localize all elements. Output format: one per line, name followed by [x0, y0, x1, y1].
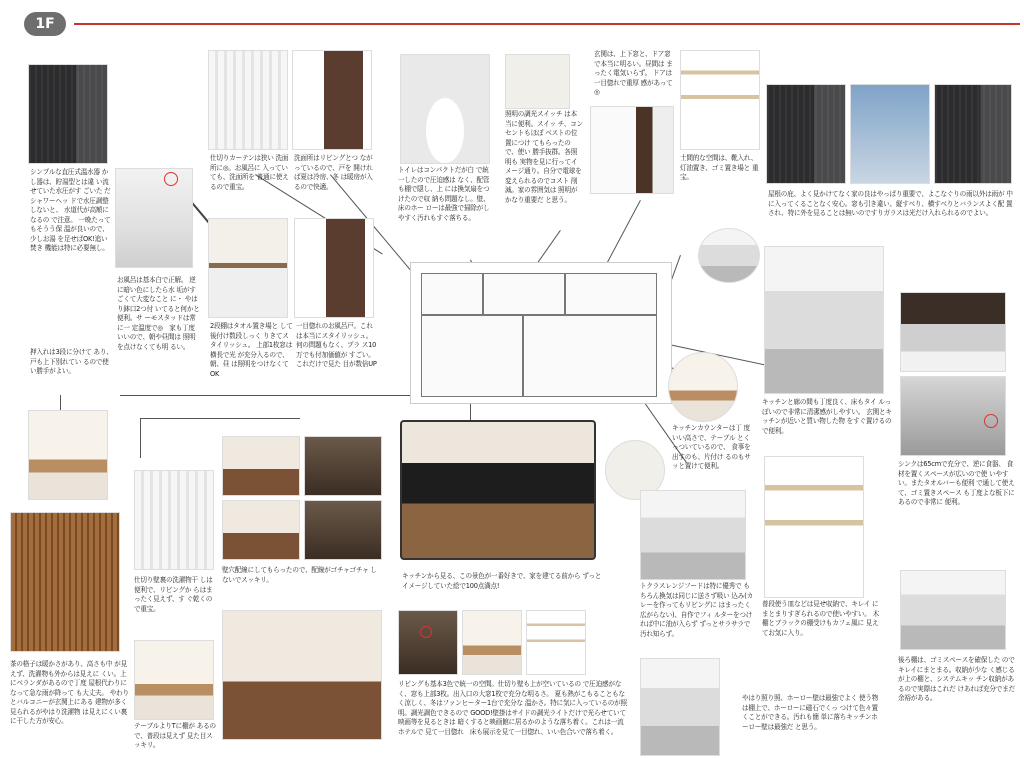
bath-photo: [115, 168, 193, 268]
rear-kitchen-photo: [900, 570, 1006, 650]
laundry-shelf-photo: [208, 218, 288, 318]
enamel-photo: [640, 658, 720, 756]
kitchen-tile-caption: キッチンと廊の間も丁度良く、床もタイ ルっぽいので非常に清潔感がしやすい。 玄関とキッチンが近いと買い物した物 をすぐ置けるので便利。: [762, 398, 892, 435]
partition-rail-caption: 仕切り壁裏の洗濯物干 しは便利で、リビングか らはまったく見えず、す ぐ乾くので重宝。: [134, 576, 213, 613]
switch-photo: [505, 54, 570, 109]
living-lighting-caption: リビングも基本3色で統一の空間。仕切り壁も上が空いているの で圧迫感がなく、窓も上部3枚。出入口の大窓1枚で充分な明るさ。 夏も熱がこもることもなく涼しく、冬はファンヒーター1台で充分な 温かさ。特に気に入っているのが照明。調光調色できるので GOOD!壁掛はサイドの調光ライトだけで光らせていて映画等を見るときは 暗くすると映画館に居るかのような落ち着く。これは一流ホテルで 見て一目惚れ 床も展示を見て一目惚れ、いい色合いで落ち着く。: [398, 680, 627, 736]
range-hood-photo: [640, 490, 746, 580]
sink-caption: シンクは65cmで充分で、逆に食器、 食材を置くスペースが広いので使 いやすい。またタオルバーも便利 で通して使えて、ゴミ置きスペース も丁度よな板下にあるので非常に 便利。: [898, 460, 1015, 507]
table-shelf-caption: テーブルよりTに棚が あるので、普段は見えず 見た目スッキリ。: [134, 722, 216, 750]
range-hood-caption: トクラスレンジフードは特に優秀で もちろん換気は同じに送さず吸い 込み(カレーを作ってもリビングに はまったく広がらない)、自作でフィ ルターをつければ中に油が入らず ずっとサラサラで汚れ知らず。: [640, 582, 753, 638]
switch-caption: 照明の調光スイッチ は本当に便利。スイッ チ、コンセントもほぼ ベストの位置につけ てもらったので、使い 勝手抜群。各照明も 実物を見に行ってイ メージ通り。自分で電球を 変えられるのでコスト 削減。家の雰囲気は 照明がかなり重要だ と思う。: [505, 110, 583, 204]
fence-photo: [10, 512, 120, 652]
open-shelf-caption: 普段使う皿などは見せ収納で、キレイ にまとまりすぎられるので使いやすい。 木棚とブラックの棚受けもカフェ風に 見えてお気に入り。: [762, 600, 879, 637]
fence-caption: 茶の格子は暖かさがあり、高さも中 が見えず、洗濯物も外からは見えに くい。上にベランダがあるので丁度 屋根代わりになって急な雨が降って も大丈夫。 やわりとバルコニーが玄関上にある 建物が多く見られるがやはり洗濯物 は見えにくい裏に干した方が安心。: [10, 660, 129, 726]
entrance-caption: 玄関は、上下窓と、ドア窓 で本当に明るい。昼間は まったく電気いらず。 ドアは一目惚れで重厚 感があって◎: [594, 50, 673, 97]
curtain-photo: [208, 50, 288, 150]
lighting-photo-2: [462, 610, 522, 675]
kitchen-shelf-photo: [698, 228, 760, 283]
sink-photo-1: [900, 292, 1006, 372]
connector-line: [120, 395, 430, 396]
wiring-photo-1: [222, 436, 300, 496]
enamel-caption: やはり照り照、ホーロー壁は最強でよく 使う物は棚上で、ホーローに磁石でくっ つけて色々置くことができる。汚れも簡 単に落ちキッチンホーロー壁は最強だ と思う。: [742, 694, 879, 731]
eaves-caption: 屋根の庇、よく見かけてなく家の良はやっぱり重要で、よこなぐりの雨以外は雨が 中に入ってくることなく安心。窓も引き違い、縦すべり、横すべりとバランスよく配 置され、特に外を見ることは無いのですりガラスは光だけ入れられるのでよい。: [768, 190, 1013, 218]
partition-rail-photo: [134, 470, 214, 570]
highlight-circle: [420, 626, 432, 638]
rear-kitchen-caption: 後ろ棚は、ゴミスペースを確保した のでキレイにまとまる。収納が少な く感じるが上の棚と、システムキッ チン収納があるので実際はこれだ けあれば充分でまだ余裕がある。: [898, 656, 1015, 703]
wiring-photo-4: [304, 500, 382, 560]
exterior-utility-caption: シンプルな直圧式温水器 かし器は、貯湯型とは違 い流せていた水圧がす ごいた だシャワーヘッ ドで水圧調整しないと、 水道代が高額になるの で注意。 一晩たってもそうう保 温が良いので、少しお湯 を足せばOK!追い焚き 機能は特に必要無し。: [30, 168, 111, 253]
living-main-caption: キッチンから見る、この景色が一番好きで、家を建てる前から ずっとイメージしていた絵で100点満点!: [402, 572, 602, 590]
counter-caption: キッチンカウンターは丁 度いい高さで、テーブル とくっついているので、 食事を出すのも、片付け るのもサッと置けて便利。: [672, 424, 751, 471]
kitchen-photo: [764, 246, 884, 394]
bath-caption: お風呂は基本白で正解。 逆に暗い色にしたら水 垢がすごくて大変なこと に・ やはり鉢口2つ付 いてると何かと便利。サ ーモスタッドは常に一 定温度で◎ 家も丁度 いいので、朝や昼間は 照明を点けなくても明 るい。: [117, 276, 200, 351]
window-caption: 押入れは3段に分けて あり、戸も上下別れてい るので使い勝手がよい。: [30, 348, 113, 376]
floor-label: 1F: [35, 16, 55, 32]
toilet-photo: [400, 54, 490, 164]
washroom-door-caption: 洗面所はリビングとつ ながっているので、戸を 開ければ夏は冷房、冬 は暖房が入るので快適。: [294, 154, 373, 191]
lighting-photo-1: [398, 610, 458, 675]
highlight-circle: [164, 172, 178, 186]
exterior-utility-photo: [28, 64, 108, 164]
header-rule: [74, 23, 1020, 25]
open-shelf-photo: [764, 456, 864, 598]
doma-caption: 土間的な空間は、靴入れ、 灯油置き、ゴミ置き場と 重宝。: [680, 154, 759, 182]
closet-photo: [28, 410, 108, 500]
toilet-caption: トイレはコンパクトだが白 で統一したので圧迫感は なく、配管も棚で隠し、上 には換気扇をつけたので収 納も問題なし。壁、床のホー ローは最強で掃除がし やすく汚れもすぐ落ちる。: [398, 166, 490, 222]
bath-door-photo: [294, 218, 374, 318]
highlight-circle: [984, 414, 998, 428]
connector-line: [140, 418, 141, 458]
table-shelf-photo: [134, 640, 214, 720]
doma-photo: [680, 50, 760, 150]
exterior-eaves-photo-2: [850, 84, 930, 184]
floor-plan: [410, 262, 672, 404]
entrance-photo: [590, 106, 674, 194]
washroom-door-photo: [292, 50, 372, 150]
counter-photo: [668, 352, 738, 422]
bath-door-caption: 一目惚れのお風呂戸。これ は本当にスタイリッシュ。何の問題もなく、プラ ス10万でも付加価値が すごい。これだけで見た 目が数倍UP: [296, 322, 377, 369]
living-lower-photo: [222, 610, 382, 740]
wiring-photo-3: [222, 500, 300, 560]
wiring-photo-2: [304, 436, 382, 496]
exterior-eaves-photo-3: [934, 84, 1012, 184]
living-main-photo: [400, 420, 596, 560]
connector-line: [140, 418, 300, 419]
curtain-caption: 仕切りカーテンは狭い 洗面所に◎。お風呂に 入っていても、洗面所を 普通に使えるので重宝。: [210, 154, 289, 191]
wiring-caption: 壁穴配線にしてもらったので、配線がゴチャゴチャ しないでスッキリ。: [222, 566, 377, 584]
exterior-eaves-photo-1: [766, 84, 846, 184]
lighting-photo-3: [526, 610, 586, 675]
laundry-shelf-caption: 2段棚はタオル置き場と して後付け数段しっく りきてスタイリッシュ。 上部1枚窓は横長で光 が充分入るので、朝、昼 は照明をつけなくてOK: [210, 322, 293, 378]
floor-badge: [24, 12, 66, 36]
